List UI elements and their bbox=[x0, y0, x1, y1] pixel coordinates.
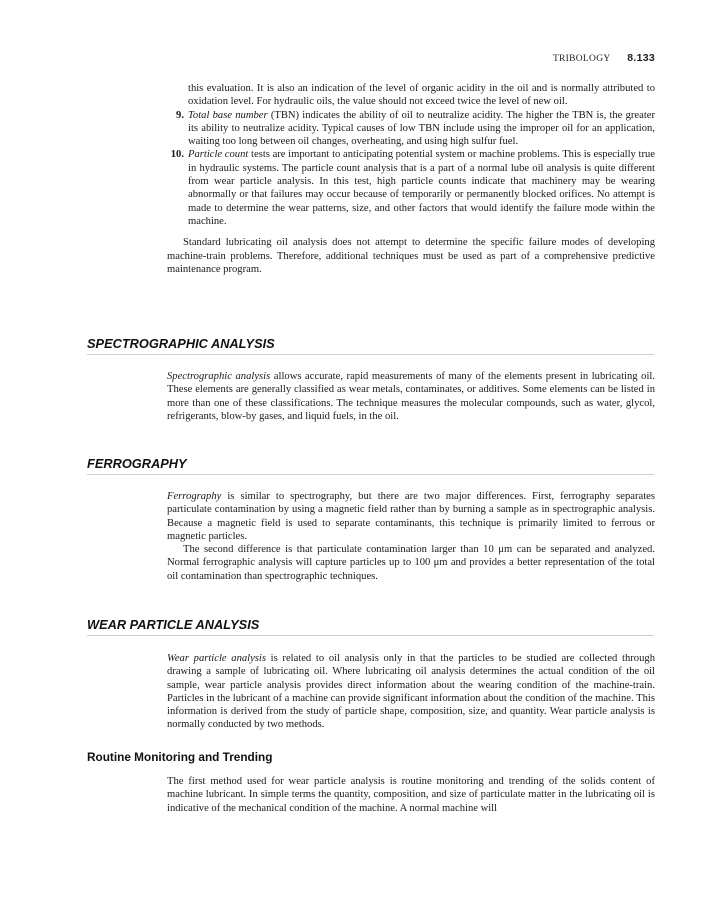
running-head bbox=[553, 52, 655, 64]
paragraph-text: is related to oil analysis only in that the particles to be studied are collected through drawing a sample of lubricating oil. Where lubricating oil analysis determines the actual condition of the oil sample, wear particle analysis provides direct information about the wearing condition of the machine-train. Particles in the lubricant of a machine can provide significant information about the condition of the machine. This information is derived from the study of particle shape, composition, size, and quantity. Wear particle analysis is normally conducted by two methods. bbox=[167, 653, 655, 731]
heading-spectrographic: SPECTROGRAPHIC ANALYSIS bbox=[87, 336, 654, 355]
term-particle-count: Particle count bbox=[188, 149, 249, 161]
paragraph-text: allows accurate, rapid measurements of many of the elements present in lubricating oil. These elements are generally classified as wear metals, contaminates, or additives. Some elements can be listed in more than one of these classifications. The technique measures the molecular compounds, such as water, glycol, refrigerants, blow-by gases, and liquid fuels, in the oil. bbox=[167, 371, 656, 422]
spectrographic-paragraph bbox=[167, 370, 655, 423]
continuation-text: this evaluation. It is also an indication of the level of organic acidity in the oil and is normally attributed to oxidation level. For hydraulic oils, the value should not exceed twice the level of new oil. bbox=[188, 83, 655, 108]
term-wear-particle: Wear particle analysis bbox=[167, 653, 266, 664]
paragraph-text: is similar to spectrography, but there are two major differences. First, ferrography separates particulate contamination by using a magnetic field rather than by burning a sample as in spectrographic analysis. Because a magnetic field is used to separate contaminants, this technique is primarily limited to ferrous or magnetic particles. bbox=[167, 491, 655, 542]
list-number: 9. bbox=[176, 109, 184, 121]
heading-ferrography: FERROGRAPHY bbox=[87, 456, 654, 475]
list-item-10 bbox=[167, 148, 655, 228]
spectrographic-block bbox=[167, 370, 655, 423]
subheading-routine-monitoring: Routine Monitoring and Trending bbox=[87, 750, 273, 764]
running-head-title: TRIBOLOGY bbox=[552, 54, 611, 64]
item-text: (TBN) indicates the ability of oil to neutralize acidity. The higher the TBN is, the greater its ability to neutralize acidity. Typical causes of low TBN include using the improper oil for an application, waiting too long between oil changes, overheating, and using high sulfur fuel. bbox=[188, 109, 655, 148]
term-total-base-number: Total base number bbox=[188, 109, 268, 121]
page-number: 8.133 bbox=[627, 52, 655, 64]
routine-block bbox=[167, 775, 655, 815]
wear-particle-paragraph bbox=[167, 652, 655, 732]
continuation-paragraph bbox=[167, 82, 655, 109]
heading-wear-particle: WEAR PARTICLE ANALYSIS bbox=[87, 617, 654, 636]
routine-paragraph: The first method used for wear particle analysis is routine monitoring and trending of the solids content of machine lubricant. In simple terms the quantity, composition, and size of particulate matter in the lubricating oil is indicative of the mechanical condition of the machine. A normal machine will bbox=[167, 776, 655, 814]
ferrography-block bbox=[167, 490, 655, 583]
wear-particle-block bbox=[167, 652, 655, 732]
term-spectrographic: Spectrographic analysis bbox=[167, 371, 271, 382]
ferrography-paragraph bbox=[167, 490, 655, 543]
item-text: tests are important to anticipating potential system or machine problems. This is especially true in hydraulic systems. The particle count analysis that is a part of a normal lube oil analysis is quite different from wear particle analysis. In this test, high particle counts indicate that machinery may be wearing abnormally or that failures may occur because of temporarily or permanently blocked orifices. No attempt is made to determine the wear patterns, size, and other factors that would identify the failure mode within the machine. bbox=[188, 149, 655, 227]
list-number: 10. bbox=[170, 149, 184, 161]
intro-block bbox=[167, 82, 655, 276]
term-ferrography: Ferrography bbox=[167, 491, 222, 502]
list-item-9 bbox=[167, 109, 655, 149]
closing-paragraph: Standard lubricating oil analysis does not attempt to determine the specific failure modes of developing machine-train problems. Therefore, additional techniques must be used as part of a comprehensive predictive maintenance program. bbox=[167, 237, 655, 275]
ferrography-second-paragraph: The second difference is that particulate contamination larger than 10 μm can be separated and analyzed. Normal ferrographic analysis will capture particles up to 100 μm and provides a better representation of the total oil contamination than spectrographic techniques. bbox=[167, 544, 655, 582]
